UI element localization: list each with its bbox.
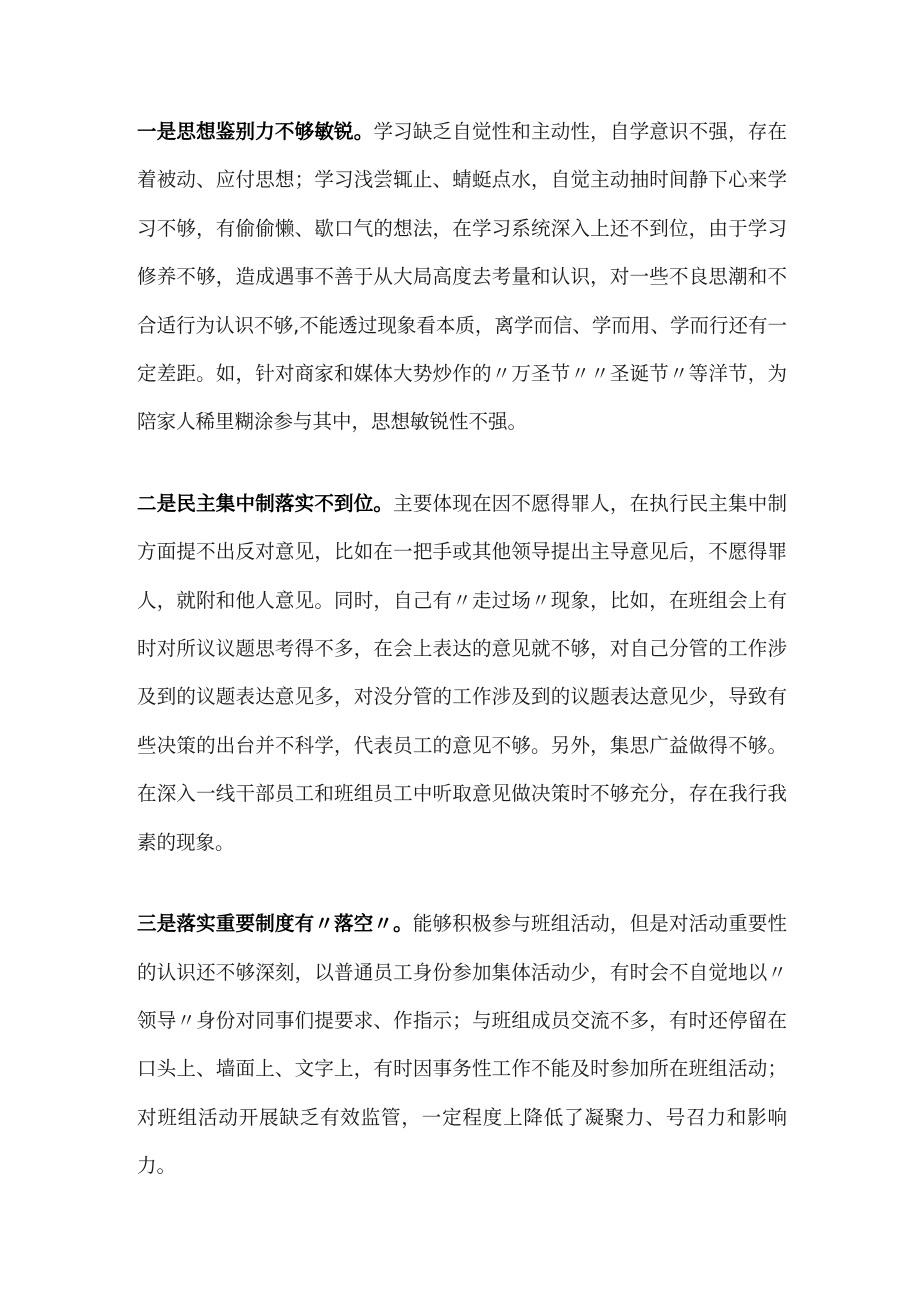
document-page [137,108,787,1224]
paragraph-system-implementation [137,900,787,1190]
paragraph-body: 主要体现在因不愿得罪人，在执行民主集中制方面提不出反对意见，比如在一把手或其他领导提出主导意见后，不愿得罪人，就附和他人意见。同时，自己有〃走过场〃现象，比如，在班组会上有时对所议议题思考得不多，在会上表达的意见就不够，对自己分管的工作涉及到的议题表达意见多，对没分管的工作涉及到的议题表达意见少，导致有些决策的出台并不科学，代表员工的意见不够。另外，集思广益做得不够。在深入一线干部员工和班组员工中听取意见做决策时不够充分，存在我行我素的现象。 [137,491,787,854]
paragraph-body: 学习缺乏自觉性和主动性，自学意识不强，存在着被动、应付思想；学习浅尝辄止、蜻蜓点水，自觉主动抽时间静下心来学习不够，有偷偷懒、歇口气的想法，在学习系统深入上还不到位，由于学习修养不够，造成遇事不善于从大局高度去考量和认识，对一些不良思潮和不合适行为认识不够,不能透过现象看本质，离学而信、学而用、学而行还有一定差距。如，针对商家和媒体大势炒作的〃万圣节〃〃圣诞节〃等洋节，为陪家人稀里糊涂参与其中，思想敏锐性不强。 [137,120,787,434]
paragraph-heading: 三是落实重要制度有〃落空〃。 [137,912,413,936]
paragraph-heading: 一是思想鉴别力不够敏锐。 [137,120,374,143]
paragraph-democratic-centralism [137,480,787,867]
paragraph-ideological-discernment [137,108,787,447]
paragraph-heading: 二是民主集中制落实不到位。 [137,491,394,515]
paragraph-body: 能够积极参与班组活动，但是对活动重要性的认识还不够深刻，以普通员工身份参加集体活动少，有时会不自觉地以〃领导〃身份对同事们提要求、作指示；与班组成员交流不多，有时还停留在口头上、墙面上、文字上，有时因事务性工作不能及时参加所在班组活动；对班组活动开展缺乏有效监管，一定程度上降低了凝聚力、号召力和影响力。 [137,912,787,1178]
